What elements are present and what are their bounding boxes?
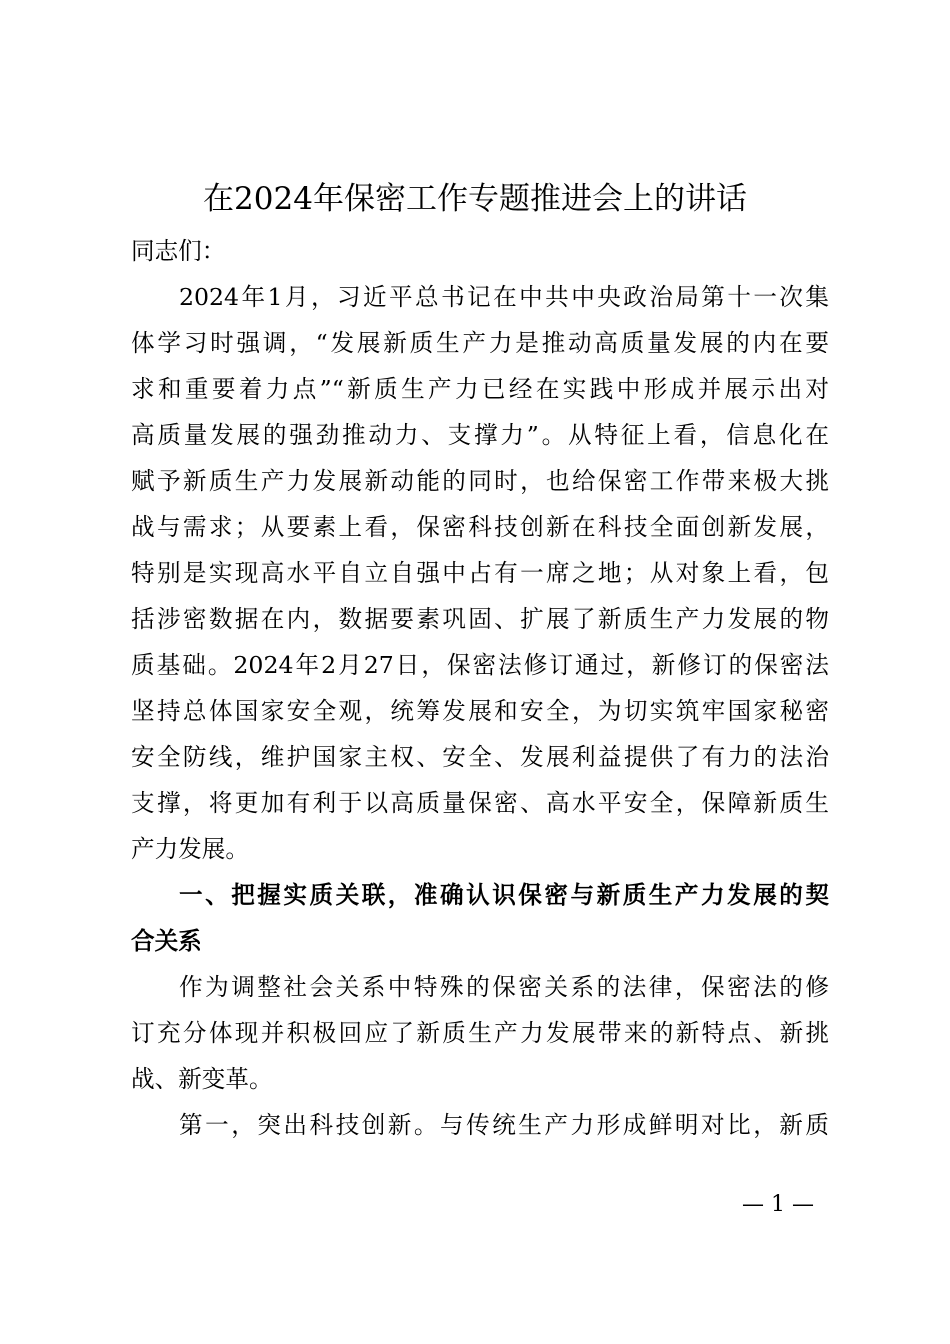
document-title: 在2024年保密工作专题推进会上的讲话 [203, 181, 747, 217]
paragraph-line: 战、新变革。 [131, 1065, 273, 1093]
paragraph-line: 作为调整社会关系中特殊的保密关系的法律，保密法的修 [179, 973, 829, 1001]
paragraph-line: 求和重要着力点”“新质生产力已经在实践中形成并展示出对 [131, 375, 829, 403]
section-heading-line: 一、把握实质关联，准确认识保密与新质生产力发展的契 [179, 881, 829, 909]
paragraph-line: 安全防线，维护国家主权、安全、发展利益提供了有力的法治 [131, 743, 829, 771]
paragraph-line: 括涉密数据在内，数据要素巩固、扩展了新质生产力发展的物 [131, 605, 829, 633]
paragraph-line: 赋予新质生产力发展新动能的同时，也给保密工作带来极大挑 [131, 467, 829, 495]
paragraph-line: 2024年1月，习近平总书记在中共中央政治局第十一次集 [179, 283, 829, 311]
paragraph-line: 战与需求；从要素上看，保密科技创新在科技全面创新发展， [131, 513, 829, 541]
page-number: — 1 — [742, 1192, 814, 1217]
paragraph-line: 坚持总体国家安全观，统筹发展和安全，为切实筑牢国家秘密 [131, 697, 829, 725]
salutation: 同志们： [131, 237, 226, 265]
paragraph-line: 第一，突出科技创新。与传统生产力形成鲜明对比，新质 [179, 1111, 829, 1139]
paragraph-line: 体学习时强调，“发展新质生产力是推动高质量发展的内在要 [131, 329, 829, 357]
paragraph-line: 特别是实现高水平自立自强中占有一席之地；从对象上看，包 [131, 559, 829, 587]
paragraph-line: 产力发展。 [131, 835, 249, 863]
paragraph-line: 订充分体现并积极回应了新质生产力发展带来的新特点、新挑 [131, 1019, 829, 1047]
paragraph-line: 支撑，将更加有利于以高质量保密、高水平安全，保障新质生 [131, 789, 829, 817]
section-heading-line: 合关系 [131, 927, 202, 955]
paragraph-line: 高质量发展的强劲推动力、支撑力”。从特征上看，信息化在 [131, 421, 829, 449]
paragraph-line: 质基础。2024年2月27日，保密法修订通过，新修订的保密法 [131, 651, 829, 679]
